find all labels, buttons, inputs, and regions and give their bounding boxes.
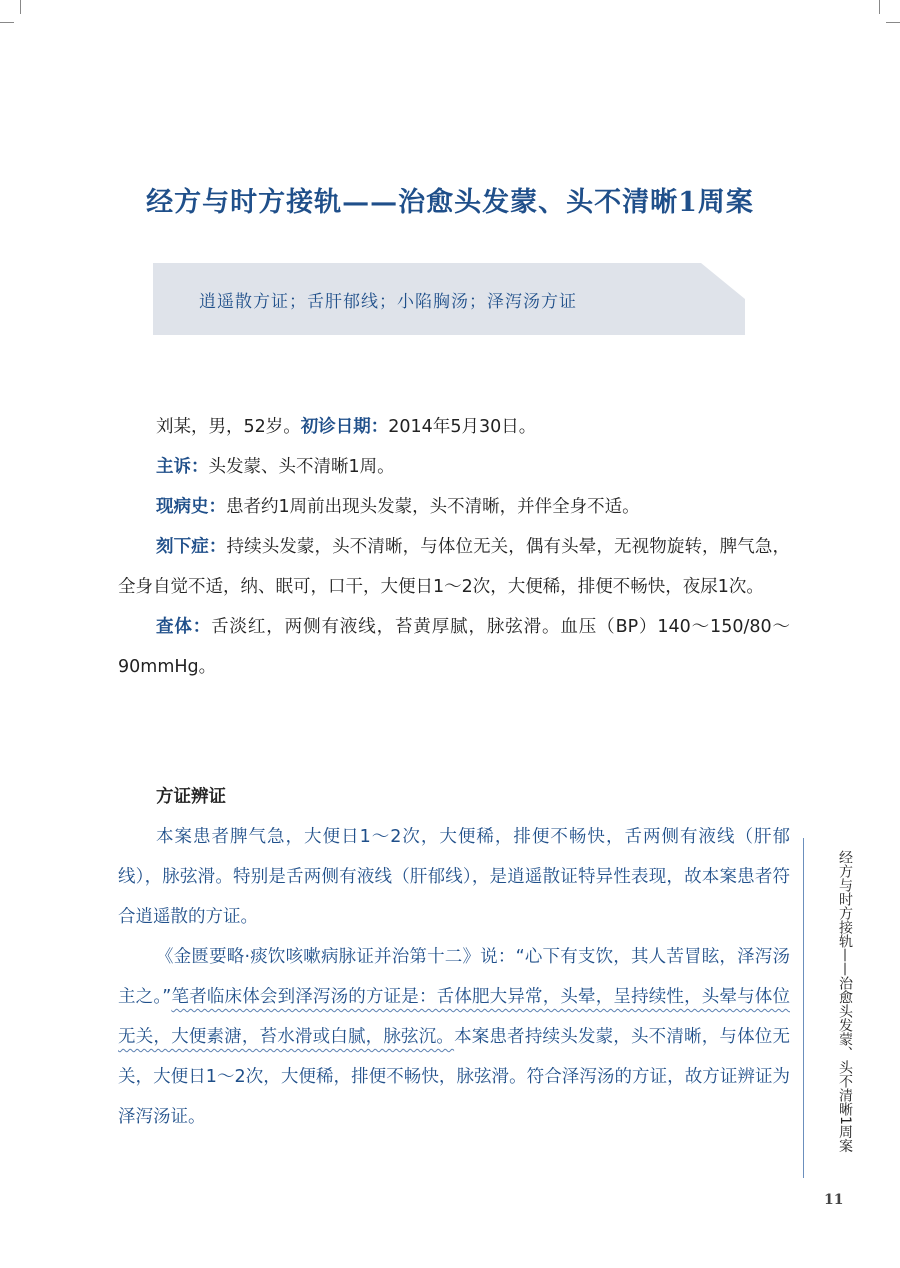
quote-jingui: 《金匮要略·痰饮咳嗽病脉证并治第十二》说：“心下有支饮，其人苦冒眩，泽泻汤主之。” [118,947,790,1007]
history-text: 患者约1周前出现头发蒙，头不清晰，并伴全身不适。 [226,497,640,517]
case-record [118,407,790,687]
visit-date: 2014年5月30日。 [388,417,537,437]
crop-mark-top-right-h [886,8,900,23]
analysis-section [118,777,790,1137]
exam-text: 舌淡红，两侧有液线，苔黄厚腻，脉弦滑。血压（BP）140～150/80～90mmHg。 [118,617,791,677]
symptoms-text: 持续头发蒙，头不清晰，与体位无关，偶有头晕，无视物旋转，脾气急，全身自觉不适，纳、眠可，口干，大便日1～2次，大便稀，排便不畅快，夜尿1次。 [118,537,791,597]
side-divider [803,838,804,1178]
history-line [118,487,790,527]
page-number: 11 [824,1192,844,1208]
keywords-text: 逍遥散方证；舌肝郁线；小陷胸汤；泽泻汤方证 [199,292,577,312]
analysis-heading: 方证辨证 [156,787,226,807]
complaint-label: 主诉： [156,457,209,477]
case-conclusion: 本案患者持续头发蒙，头不清晰，与体位无关，大便日1～2次，大便稀，排便不畅快，脉弦滑。符合泽泻汤的方证，故方证辨证为泽泻汤证。 [118,1027,790,1127]
symptoms-label: 刻下症： [156,537,227,557]
exam-paragraph [118,607,790,687]
exam-label: 查体： [156,617,212,637]
author-experience: 笔者临床体会到泽泻汤的方证是：舌体肥大异常，头晕，呈持续性，头晕与体位无关，大便素溏，苔水滑或白腻，脉弦沉。 [118,987,790,1047]
patient-info: 刘某，男，52岁。 [156,417,301,437]
complaint-text: 头发蒙、头不清晰1周。 [208,457,395,477]
page-title: 经方与时方接轨——治愈头发蒙、头不清晰1周案 [146,187,754,218]
history-label: 现病史： [156,497,226,517]
analysis-paragraph-2 [118,937,790,1137]
keywords-banner [153,263,745,335]
visit-label: 初诊日期： [300,417,389,437]
symptoms-paragraph [118,527,790,607]
patient-line [118,407,790,447]
crop-mark-top-left-h [0,8,14,23]
complaint-line [118,447,790,487]
running-header-vertical: 经方与时方接轨——治愈头发蒙、头不清晰1周案 [837,850,853,1153]
analysis-paragraph-1: 本案患者脾气急，大便日1～2次，大便稀，排便不畅快，舌两侧有液线（肝郁线），脉弦滑。特别是舌两侧有液线（肝郁线），是逍遥散证特异性表现，故本案患者符合逍遥散的方证。 [118,827,790,927]
